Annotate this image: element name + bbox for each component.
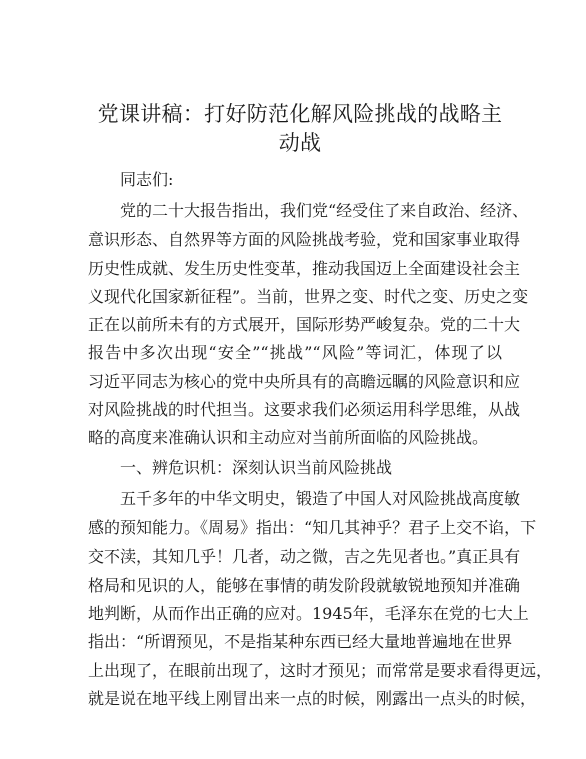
paragraph-1-line: 习近平同志为核心的党中央所具有的高瞻远瞩的风险意识和应 bbox=[88, 372, 521, 391]
paragraph-2-line: 上出现了，在眼前出现了，这时才预见；而常常是要求看得更远， bbox=[88, 661, 553, 680]
paragraph-1-line: 略的高度来准确认识和主动应对当前所面临的风险挑战。 bbox=[88, 428, 489, 447]
paragraph-2-line: 五千多年的中华文明史，锻造了中国人对风险挑战高度敏 bbox=[120, 489, 521, 508]
salutation: 同志们: bbox=[120, 170, 174, 189]
paragraph-2-line: 感的预知能力。《周易》指出：“知几其神乎？君子上交不谄，下 bbox=[88, 518, 537, 537]
paragraph-1-line: 历史性成就、发生历史性变革，推动我国迈上全面建设社会主 bbox=[88, 259, 521, 278]
paragraph-2-line: 格局和见识的人，能够在事情的萌发阶段就敏锐地预知并准确 bbox=[88, 576, 521, 595]
paragraph-2-line: 就是说在地平线上刚冒出来一点的时候，刚露出一点头的时候， bbox=[88, 689, 537, 708]
paragraph-2-line: 交不渎，其知几乎！几者，动之微，吉之先见者也。”真正具有 bbox=[88, 547, 521, 566]
document-title: 党课讲稿：打好防范化解风险挑战的战略主动战 bbox=[97, 102, 503, 155]
paragraph-1-line: 报告中多次出现“安全”“挑战”“风险”等词汇，体现了以 bbox=[88, 343, 502, 362]
paragraph-2-line: 指出：“所谓预见，不是指某种东西已经大量地普遍地在世界 bbox=[88, 632, 513, 651]
paragraph-1-line: 义现代化国家新征程”。当前，世界之变、时代之变、历史之变 bbox=[88, 287, 529, 306]
paragraph-1-line: 党的二十大报告指出，我们党“经受住了来自政治、经济、 bbox=[120, 201, 529, 220]
paragraph-1-line: 对风险挑战的时代担当。这要求我们必须运用科学思维，从战 bbox=[88, 400, 521, 419]
paragraph-1-line: 意识形态、自然界等方面的风险挑战考验，党和国家事业取得 bbox=[88, 230, 521, 249]
paragraph-1-line: 正在以前所未有的方式展开，国际形势严峻复杂。党的二十大 bbox=[88, 315, 521, 334]
section-heading: 一、辨危识机：深刻认识当前风险挑战 bbox=[120, 458, 393, 477]
paragraph-2-line: 地判断，从而作出正确的应对。1945年，毛泽东在党的七大上 bbox=[88, 604, 529, 623]
